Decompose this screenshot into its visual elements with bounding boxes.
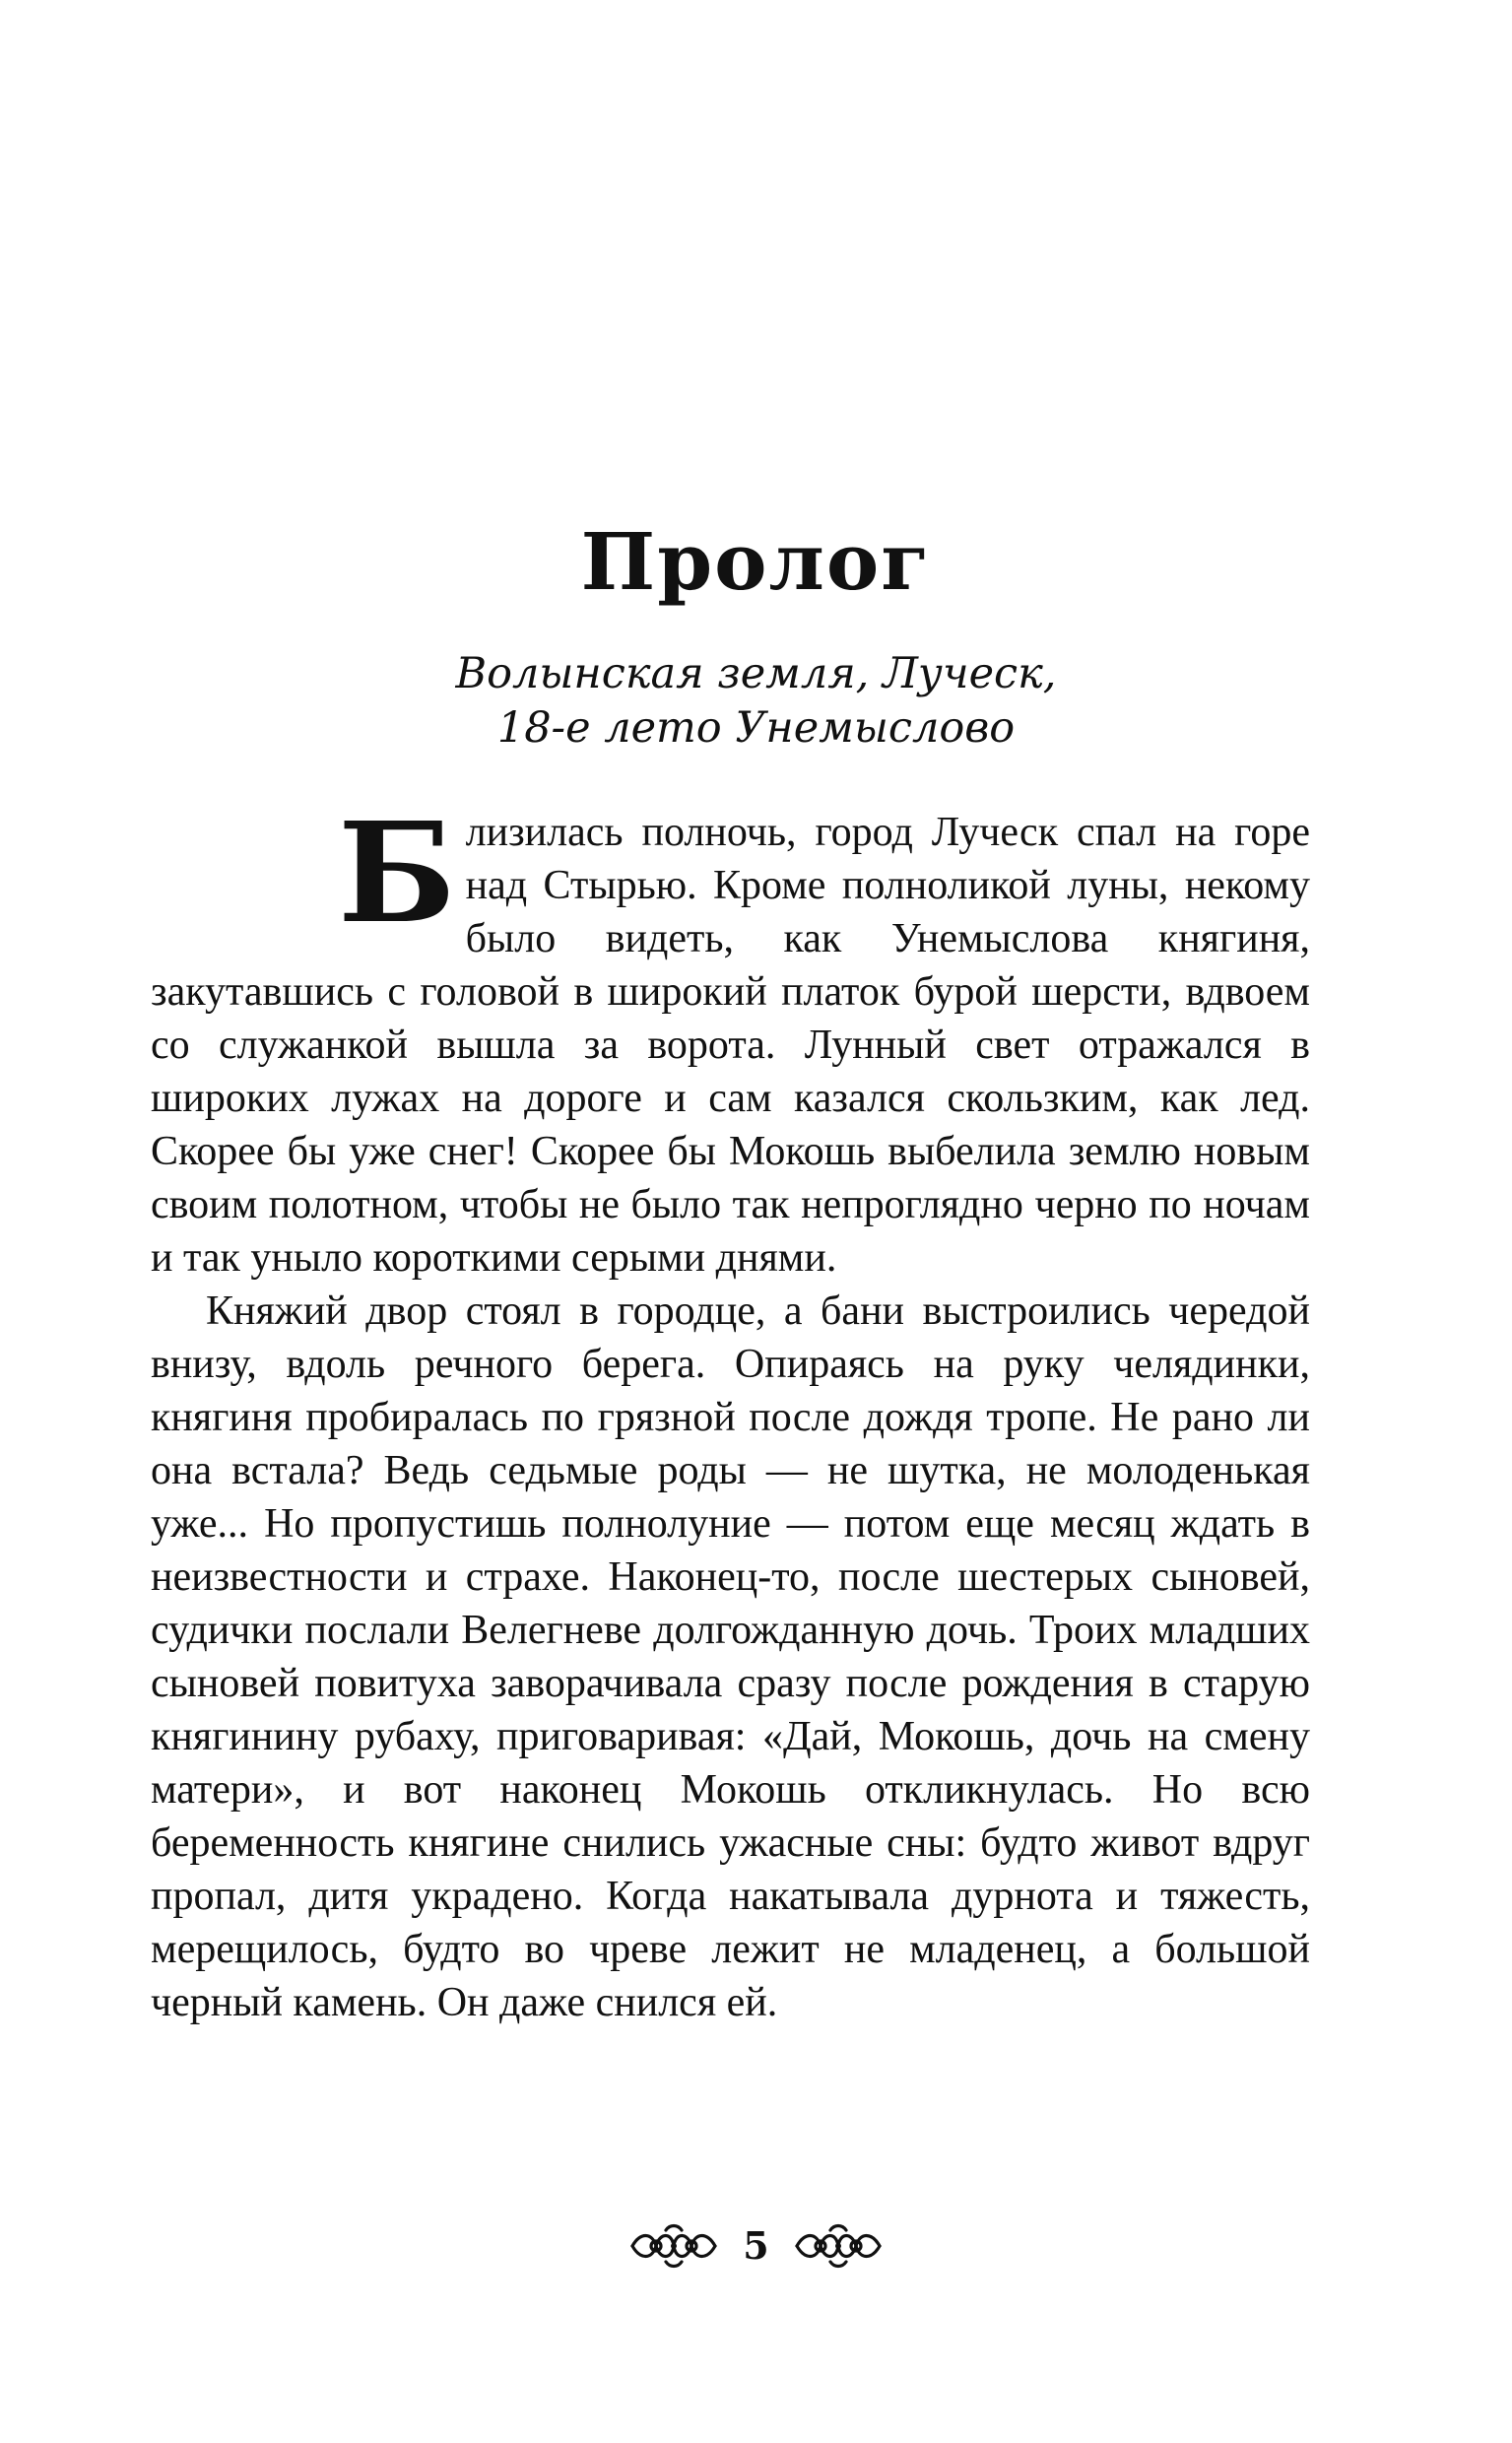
body-text <box>151 793 1310 2029</box>
paragraph: Княжий двор стоял в городце, а бани выстроились чередой внизу, вдоль речного берега. Опираясь на руку челядинки, княгиня пробиралась по грязной после дождя тропе. Не рано ли она встала? Ведь седьмые роды — не шутка, не молоденькая уже... Но пропустишь полнолуние — потом еще месяц ждать в неизвестности и страхе. Наконец-то, после шестерых сыновей, судички послали Велегневе долгожданную дочь. Троих младших сыновей повитуха заворачивала сразу после рождения в старую княгинину рубаху, приговаривая: «Дай, Мокошь, дочь на смену матери», и вот наконец Мокошь откликнулась. Но всю беременность княгине снились ужасные сны: будто живот вдруг пропал, дитя украдено. Когда накатывала дурнота и тяжесть, мерещилось, будто во чреве лежит не младенец, а большой черный камень. Он даже снился ей. <box>151 1288 1310 2025</box>
subtitle-line: 18-е лето Унемыслово <box>496 703 1016 753</box>
drop-cap: Б <box>338 793 456 955</box>
knot-ornament-icon <box>791 2222 886 2270</box>
page-footer <box>0 2216 1512 2276</box>
knot-ornament-icon <box>626 2222 721 2270</box>
chapter-title: Пролог <box>580 515 932 608</box>
paragraph <box>151 793 1310 1285</box>
chapter-subtitle <box>0 647 1512 756</box>
page-number: 5 <box>743 2223 769 2268</box>
paragraph-text: лизилась полночь, город Луческ спал на горе над Стырью. Кроме полноликой луны, некому было видеть, как Унемыслова княгиня, закутавшись с головой в широкий платок бурой шерсти, вдвоем со служанкой вышла за ворота. Лунный свет отражался в широких лужах на дороге и сам казался скользким, как лед. Скорее бы уже снег! Скорее бы Мокошь выбелила землю новым своим полотном, чтобы не было так непроглядно черно по ночам и так уныло короткими серыми днями. <box>151 810 1310 1281</box>
subtitle-line: Волынская земля, Луческ, <box>455 649 1057 698</box>
